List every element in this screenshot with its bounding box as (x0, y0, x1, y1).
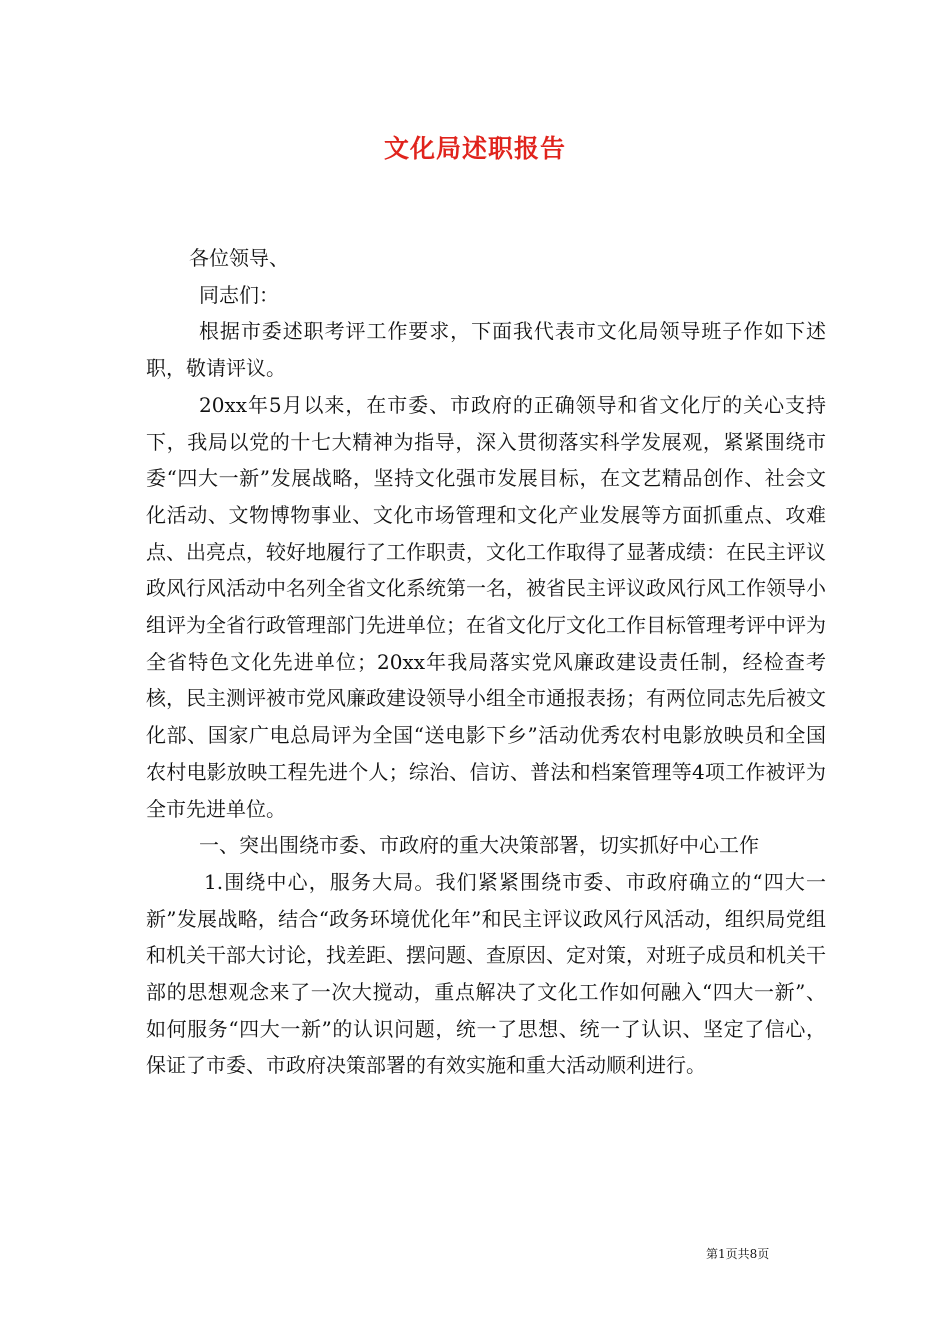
document-body (146, 240, 826, 1084)
paragraph-achievements: 20xx年5月以来，在市委、市政府的正确领导和省文化厅的关心支持下，我局以党的十七大精神为指导，深入贯彻落实科学发展观，紧紧围绕市委“四大一新”发展战略，坚持文化强市发展目标，在文艺精品创作、社会文化活动、文物博物事业、文化市场管理和文化产业发展等方面抓重点、攻难点、出亮点，较好地履行了工作职责，文化工作取得了显著成绩：在民主评议政风行风活动中名列全省文化系统第一名，被省民主评议政风行风工作领导小组评为全省行政管理部门先进单位；在省文化厅文化工作目标管理考评中评为全省特色文化先进单位；20xx年我局落实党风廉政建设责任制，经检查考核，民主测评被市党风廉政建设领导小组全市通报表扬；有两位同志先后被文化部、国家广电总局评为全国“送电影下乡”活动优秀农村电影放映员和全国农村电影放映工程先进个人；综治、信访、普法和档案管理等4项工作被评为全市先进单位。 (146, 392, 826, 821)
page-number: 第1页共8页 (706, 1247, 770, 1261)
salutation-leaders: 各位领导、 (189, 246, 289, 270)
document-title: 文化局述职报告 (383, 134, 566, 163)
paragraph-intro: 根据市委述职考评工作要求，下面我代表市文化局领导班子作如下述职，敬请评议。 (146, 319, 826, 381)
paragraph-item-one: 1.围绕中心，服务大局。我们紧紧围绕市委、市政府确立的“四大一新”发展战略，结合“政务环境优化年”和民主评议政风行风活动，组织局党组和机关干部大讨论，找差距、摆问题、查原因、定对策，对班子成员和机关干部的思想观念来了一次大搅动，重点解决了文化工作如何融入“四大一新”、如何服务“四大一新”的认识问题，统一了思想、统一了认识、坚定了信心，保证了市委、市政府决策部署的有效实施和重大活动顺利进行。 (146, 869, 826, 1078)
salutation-comrades: 同志们： (199, 282, 279, 307)
section-heading-one: 一、突出围绕市委、市政府的重大决策部署，切实抓好中心工作 (199, 833, 759, 858)
